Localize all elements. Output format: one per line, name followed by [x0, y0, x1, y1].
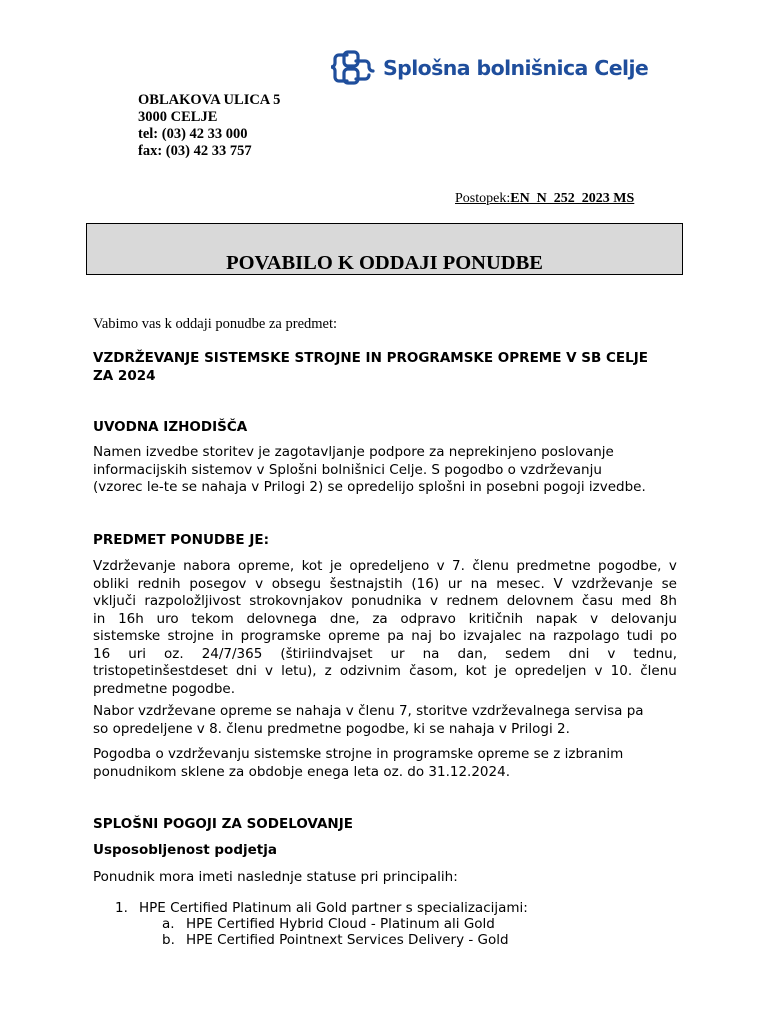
list-number: 1. — [115, 900, 128, 916]
address-city: 3000 CELJE — [138, 109, 218, 125]
subject-line: ZA 2024 — [93, 368, 156, 384]
text-line: Pogodba o vzdrževanju sistemske strojne in programske opreme se z izbranim — [93, 746, 624, 762]
subheading-usposobljenost: Usposobljenost podjetja — [93, 842, 277, 858]
list-letter: b. — [162, 932, 175, 948]
list-subitem-text: HPE Certified Pointnext Services Delivery - Gold — [186, 932, 509, 948]
hospital-logo-icon — [329, 49, 377, 87]
text-line: Vzdrževanje nabora opreme, kot je opredeljeno v 7. členu predmetne pogodbe, v — [93, 558, 677, 574]
list-subitem-text: HPE Certified Hybrid Cloud - Platinum ali Gold — [186, 916, 495, 932]
subject-line: VZDRŽEVANJE SISTEMSKE STROJNE IN PROGRAMSKE OPREME V SB CELJE — [93, 350, 648, 366]
address-block — [138, 92, 280, 160]
text-line: predmetne pogodbe. — [93, 680, 235, 697]
text-line: (vzorec le-te se nahaja v Prilogi 2) se opredelijo splošni in posebni pogoji izvedbe. — [93, 479, 646, 495]
document-title: POVABILO K ODDAJI PONUDBE — [226, 252, 543, 274]
procedure-label: Postopek: — [455, 191, 511, 206]
text-line: informacijskih sistemov v Splošni bolnišnici Celje. S pogodbo o vzdrževanju — [93, 461, 602, 478]
text-line: sistemske strojne in programske opreme pa naj bo izvajalec na razpolago tudi po — [93, 628, 677, 644]
text-line: Nabor vzdrževane opreme se nahaja v členu 7, storitve vzdrževalnega servisa pa — [93, 703, 644, 719]
section-heading-uvodna: UVODNA IZHODIŠČA — [93, 419, 248, 435]
text-line: vključi razpoložljivost strokovnjakov ponudnika v rednem delovnem času med 8h — [93, 593, 677, 609]
principals-text: Ponudnik mora imeti naslednje statuse pri principalih: — [93, 869, 458, 885]
list-subitem — [162, 932, 509, 948]
list-item — [115, 900, 528, 916]
section-predmet-p1 — [93, 558, 677, 698]
text-line: tristopetinšestdeset dni v letu), z odzivnim časom, kot je opredeljen v 10. členu — [93, 663, 677, 679]
section-heading-pogoji: SPLOŠNI POGOJI ZA SODELOVANJE — [93, 816, 353, 832]
section-predmet-p3 — [93, 746, 677, 781]
text-line: ponudnikom sklene za obdobje enega leta oz. do 31.12.2024. — [93, 763, 510, 780]
address-street: OBLAKOVA ULICA 5 — [138, 92, 281, 108]
address-fax: fax: (03) 42 33 757 — [138, 143, 252, 159]
text-line: Namen izvedbe storitev je zagotavljanje podpore za neprekinjeno poslovanje — [93, 444, 614, 460]
title-box — [86, 223, 683, 275]
list-item-text: HPE Certified Platinum ali Gold partner s specializacijami: — [139, 900, 528, 916]
procedure-reference — [455, 191, 634, 207]
hospital-logo — [329, 48, 648, 88]
section-predmet-p2 — [93, 703, 677, 738]
hospital-name: Splošna bolnišnica Celje — [383, 56, 649, 80]
procedure-number: EN_N_252_2023 MS — [510, 191, 635, 206]
subject-heading — [93, 349, 648, 385]
intro-text: Vabimo vas k oddaji ponudbe za predmet: — [93, 316, 338, 332]
section-uvodna-text — [93, 444, 693, 497]
list-subitem — [162, 916, 495, 932]
address-phone: tel: (03) 42 33 000 — [138, 126, 248, 142]
text-line: obliki rednih posegov v obsegu šestnajstih (16) ur na mesec. V vzdrževanje se — [93, 575, 677, 592]
text-line: so opredeljene v 8. členu predmetne pogodbe, ki se nahaja v Prilogi 2. — [93, 720, 570, 737]
list-letter: a. — [162, 916, 175, 932]
text-line: 16 uri oz. 24/7/365 (štiriindvajset ur na dan, sedem dni v tednu, — [93, 645, 677, 662]
section-heading-predmet: PREDMET PONUDBE JE: — [93, 532, 269, 548]
text-line: in 16h uro tekom delovnega dne, za odpravo kritičnih napak v delovanju — [93, 610, 677, 627]
